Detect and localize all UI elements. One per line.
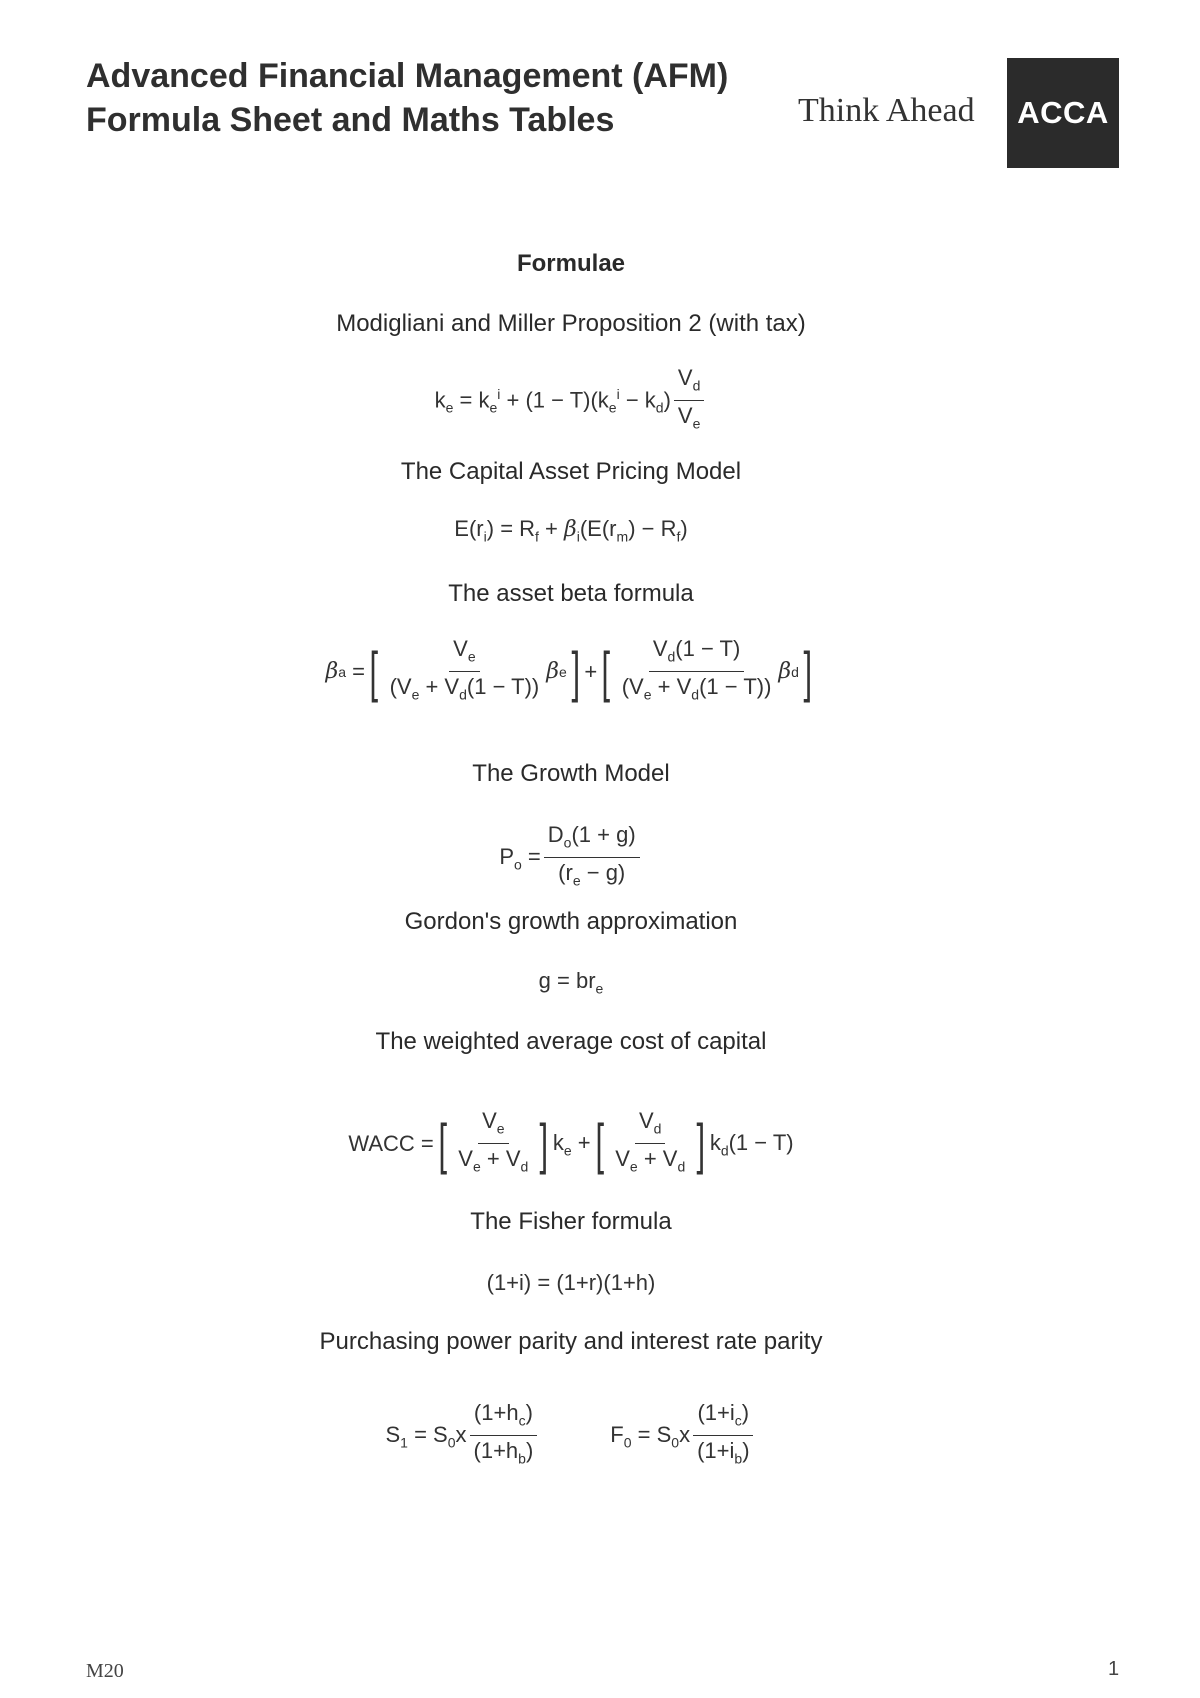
formula-irp: $F_0 = S_0x$ $\frac{(1+i_c)}{(1+i_b)}$ (610, 1400, 756, 1472)
page-number: 1 (1108, 1658, 1120, 1680)
formula-title-mm: Modigliani and Miller Proposition 2 (with tax) (336, 310, 806, 337)
formula-growth: $P_o$ = $\frac{D_o(1 + g)}{(r_e - g)}$ (0, 822, 1142, 894)
formula-asset-beta: β a = [ $\frac{V_e}{(V_e + V_d(1 - T))}$ β e ] + [ $\frac{V_d(1 - T)}{(V_e + V_d(1 - T))}$ β d ] (325, 636, 812, 703)
formula-gordon: $g = br_e$ (538, 968, 604, 997)
formula-wacc: WACC = [ $\frac{V_e}{V_e + V_d}$ ] $k_e$ + [ $\frac{V_d}{V_e + V_d}$ ] $k_d(1 - T)$ (348, 1108, 794, 1175)
document-title (86, 54, 728, 142)
formula-title-growth: The Growth Model (472, 760, 670, 787)
formula-title-asset-beta: The asset beta formula (448, 580, 694, 607)
formula-ppp: $S_1 = S_0x$ $\frac{(1+h_c)}{(1+h_b)}$ (385, 1400, 540, 1472)
formula-mm: $k_e = k_e^i + (1 - T)(k_e^i - k_d)$ $\frac{V_d}{V_e}$ (0, 365, 1142, 437)
title-line-2: Formula Sheet and Maths Tables (86, 101, 615, 139)
acca-logo: ACCA (1007, 58, 1119, 168)
formula-parity (0, 1400, 1142, 1472)
section-title: Formulae (516, 250, 626, 277)
formula-title-fisher: The Fisher formula (470, 1208, 672, 1235)
document-code: M20 (86, 1660, 124, 1682)
formula-fisher: (1+i) = (1+r)(1+h) (486, 1270, 656, 1295)
formula-title-gordon: Gordon's growth approximation (404, 908, 738, 935)
formula-title-wacc: The weighted average cost of capital (375, 1028, 767, 1055)
formula-title-capm: The Capital Asset Pricing Model (400, 458, 742, 485)
formula-capm: $E(r_i) = R_f + \beta_i(E(r_m) - R_f)$ (454, 516, 688, 545)
tagline: Think Ahead (798, 92, 975, 129)
title-line-1: Advanced Financial Management (AFM) (86, 57, 729, 95)
formula-title-parity: Purchasing power parity and interest rate parity (319, 1328, 823, 1355)
